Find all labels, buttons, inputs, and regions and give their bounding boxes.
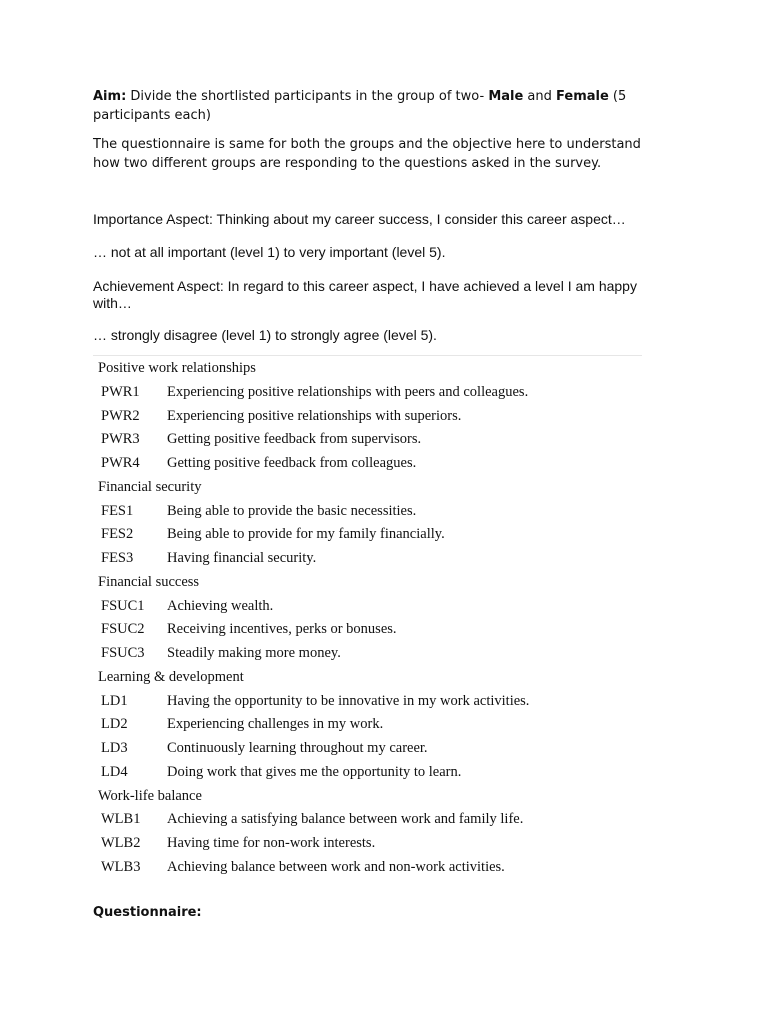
item-statement: Having time for non-work interests. — [167, 835, 376, 851]
item-statement: Having the opportunity to be innovative in my work activities. — [167, 692, 530, 709]
item-row — [93, 643, 653, 667]
achievement-scale: … strongly disagree (level 1) to strongly agree (level 5). — [93, 327, 437, 343]
item-statement: Receiving incentives, perks or bonuses. — [167, 621, 397, 638]
item-row — [93, 406, 653, 430]
item-code: PWR4 — [101, 455, 140, 471]
item-code: LD2 — [101, 716, 128, 733]
item-row — [93, 691, 653, 715]
item-statement: Experiencing positive relationships with superiors. — [167, 407, 462, 424]
item-row — [93, 382, 653, 406]
item-row — [93, 833, 653, 857]
item-statement: Continuously learning throughout my career. — [167, 740, 428, 756]
aim-text-1: Divide the shortlisted participants in the group of two- — [126, 89, 489, 104]
category-row — [93, 572, 653, 596]
item-code: LD4 — [101, 763, 128, 780]
item-statement: Getting positive feedback from colleagues. — [167, 455, 417, 471]
item-row — [93, 596, 653, 620]
item-code: FES3 — [101, 550, 134, 566]
item-statement: Achieving wealth. — [167, 597, 274, 614]
aim-male: Male — [488, 89, 524, 104]
category-name: Financial success — [98, 573, 200, 590]
item-statement: Achieving balance between work and non-work activities. — [167, 858, 505, 875]
importance-scale: … not at all important (level 1) to very important (level 5). — [93, 244, 446, 260]
item-row — [93, 619, 653, 643]
item-statement: Experiencing challenges in my work. — [167, 716, 384, 733]
item-code: WLB1 — [101, 811, 141, 828]
item-code: LD1 — [101, 692, 128, 709]
item-code: WLB3 — [101, 858, 141, 875]
item-statement: Steadily making more money. — [167, 645, 341, 661]
category-name: Work-life balance — [98, 787, 202, 804]
item-statement: Getting positive feedback from supervisors. — [167, 431, 422, 448]
item-row — [93, 809, 653, 833]
category-name: Positive work relationships — [98, 360, 256, 376]
item-row — [93, 501, 653, 525]
item-code: WLB2 — [101, 835, 141, 851]
item-code: PWR2 — [101, 407, 140, 424]
aim-female: Female — [556, 89, 609, 104]
category-row — [93, 786, 653, 810]
questionnaire-heading-text: Questionnaire: — [93, 905, 202, 920]
category-row — [93, 667, 653, 691]
item-statement: Achieving a satisfying balance between work and family life. — [167, 811, 524, 828]
item-row — [93, 548, 653, 572]
aim-paragraph — [93, 87, 658, 125]
item-statement: Experiencing positive relationships with peers and colleagues. — [167, 383, 529, 400]
item-row — [93, 738, 653, 762]
intro-paragraph: The questionnaire is same for both the groups and the objective here to understand how two different groups are responding to the questions asked in the survey. — [93, 137, 641, 171]
category-name: Financial security — [98, 478, 202, 495]
item-statement: Having financial security. — [167, 550, 317, 566]
category-row — [93, 358, 653, 382]
item-row — [93, 429, 653, 453]
item-statement: Being able to provide the basic necessities. — [167, 502, 417, 519]
item-row — [93, 857, 653, 881]
career-aspects-table — [93, 358, 653, 881]
aim-text-2: (5 participants each) — [93, 89, 627, 123]
aim-label: Aim: — [93, 89, 127, 104]
item-row — [93, 762, 653, 786]
importance-aspect: Importance Aspect: Thinking about my career success, I consider this career aspect… — [93, 211, 626, 227]
category-row — [93, 477, 653, 501]
table-top-rule — [93, 355, 642, 356]
item-code: LD3 — [101, 740, 128, 756]
item-code: FSUC1 — [101, 597, 145, 614]
item-row — [93, 524, 653, 548]
item-code: FSUC3 — [101, 645, 145, 661]
item-code: FES2 — [101, 526, 134, 543]
item-statement: Being able to provide for my family financially. — [167, 526, 445, 543]
item-code: PWR3 — [101, 431, 140, 448]
category-name: Learning & development — [98, 668, 244, 685]
item-code: FES1 — [101, 502, 134, 519]
item-row — [93, 714, 653, 738]
questionnaire-heading — [93, 903, 658, 922]
item-row — [93, 453, 653, 477]
item-code: FSUC2 — [101, 621, 145, 638]
item-statement: Doing work that gives me the opportunity to learn. — [167, 763, 462, 780]
achievement-aspect: Achievement Aspect: In regard to this career aspect, I have achieved a level I am happy with… — [93, 278, 637, 311]
aim-and: and — [523, 89, 557, 104]
item-code: PWR1 — [101, 383, 140, 400]
